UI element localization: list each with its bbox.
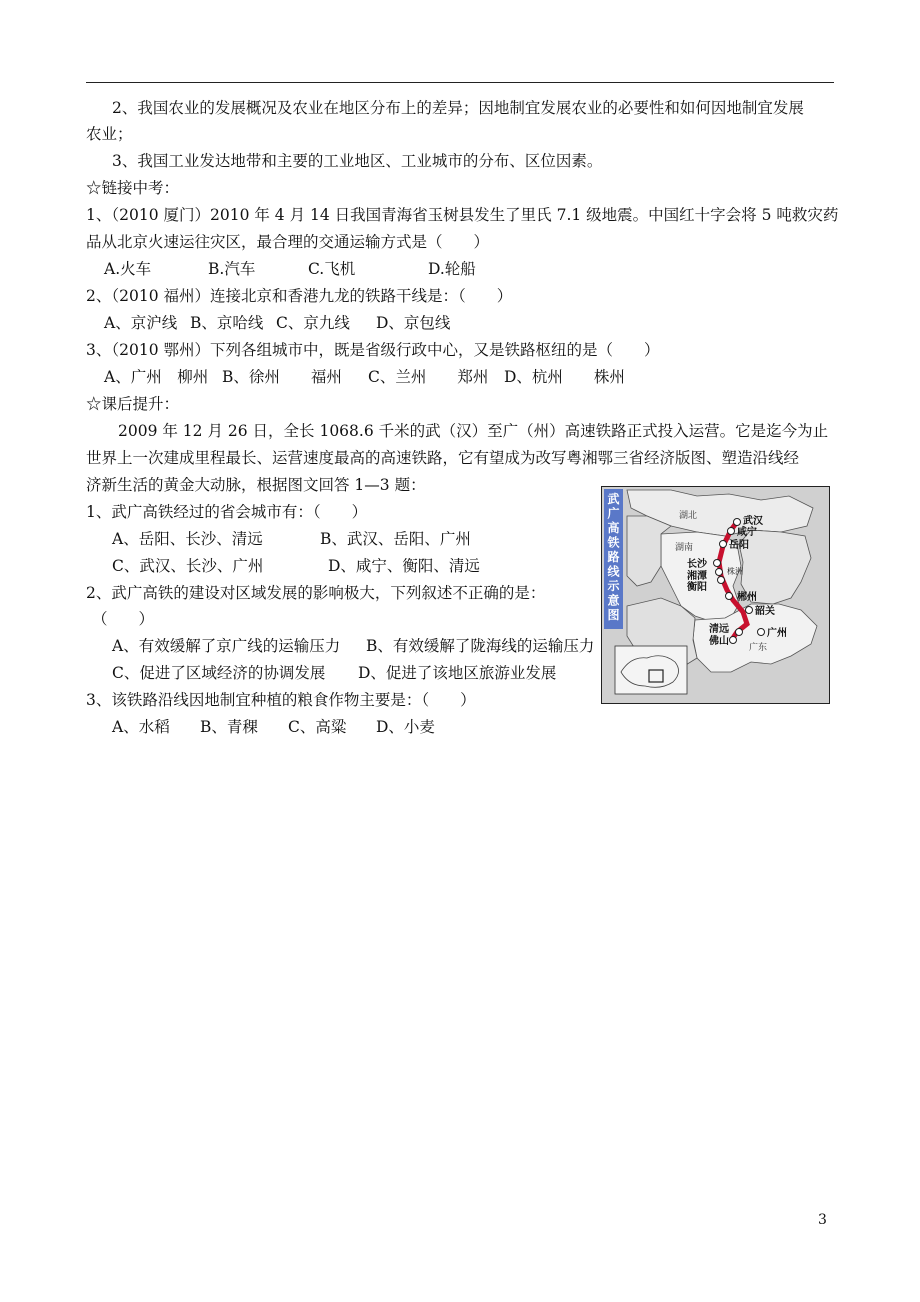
city-shaoguan: 韶关	[755, 606, 775, 617]
city-xianning: 咸宁	[737, 527, 757, 538]
header-rule	[86, 82, 834, 83]
p-q2-option-d: D、促进了该地区旅游业发展	[358, 664, 557, 682]
q3-options	[104, 367, 625, 387]
q1-stem-line2: 品从北京火速运往灾区，最合理的交通运输方式是（ ）	[86, 233, 490, 251]
section-heading-practice: ☆课后提升：	[86, 395, 180, 413]
city-hengyang: 衡阳	[687, 582, 707, 593]
p-q1-option-a: A、岳阳、长沙、清远	[112, 530, 263, 548]
q2-option-b: B、京哈线	[190, 314, 264, 332]
q1-option-a: A.火车	[104, 260, 152, 278]
passage-line-1: 2009 年 12 月 26 日，全长 1068.6 千米的武（汉）至广（州）高速铁路正式投入运营。它是迄今为止	[118, 422, 829, 440]
p-q1-option-b: B、武汉、岳阳、广州	[320, 530, 471, 548]
p-q3-options	[112, 717, 435, 737]
city-foshan: 佛山	[709, 636, 729, 647]
city-zhuzhou: 株洲	[727, 567, 743, 576]
province-label-hunan: 湖南	[675, 543, 694, 553]
q1-option-c: C.飞机	[308, 260, 356, 278]
city-guangzhou: 广州	[767, 628, 787, 639]
page-number: 3	[818, 1212, 827, 1228]
p-q3-option-c: C、高粱	[288, 718, 347, 736]
q3-option-a: A、广州 柳州	[104, 368, 209, 386]
q3-stem: 3、（2010 鄂州）下列各组城市中，既是省级行政中心，又是铁路枢纽的是（ ）	[86, 341, 660, 359]
q2-options	[104, 313, 450, 333]
map-title: 武广高铁路线示意图	[607, 492, 620, 622]
city-qingyuan: 清远	[709, 624, 729, 635]
q1-option-b: B.汽车	[208, 260, 256, 278]
railway-map	[601, 486, 830, 704]
p-q1-option-c: C、武汉、长沙、广州	[112, 557, 264, 575]
passage-line-3: 济新生活的黄金大动脉，根据图文回答 1—3 题：	[86, 476, 426, 494]
p-q2-options-row2	[112, 663, 556, 683]
intro-item-2-line2: 农业；	[86, 125, 133, 143]
p-q3-stem: 3、该铁路沿线因地制宜种植的粮食作物主要是：（ ）	[86, 691, 476, 709]
p-q3-option-d: D、小麦	[376, 718, 435, 736]
q3-option-b: B、徐州 福州	[222, 368, 342, 386]
p-q2-stem: 2、武广高铁的建设对区域发展的影响极大，下列叙述不正确的是：	[86, 584, 546, 602]
p-q3-option-a: A、水稻	[112, 718, 170, 736]
p-q1-stem: 1、武广高铁经过的省会城市有：（ ）	[86, 503, 368, 521]
p-q2-option-b: B、有效缓解了陇海线的运输压力	[366, 637, 595, 655]
q3-option-d: D、杭州 株州	[504, 368, 625, 386]
passage-line-2: 世界上一次建成里程最长、运营速度最高的高速铁路，它有望成为改写粤湘鄂三省经济版图、塑造沿线经	[86, 449, 800, 467]
p-q2-stem-cont: （ ）	[92, 610, 155, 628]
city-chenzhou: 郴州	[737, 592, 757, 603]
q2-option-a: A、京沪线	[104, 314, 178, 332]
q2-stem: 2、（2010 福州）连接北京和香港九龙的铁路干线是：（ ）	[86, 287, 513, 305]
city-xiangtan: 湘潭	[687, 571, 707, 582]
province-label-hubei: 湖北	[679, 511, 698, 521]
intro-item-2-line1: 2、我国农业的发展概况及农业在地区分布上的差异；因地制宜发展农业的必要性和如何因地制宜发展	[112, 99, 804, 117]
p-q2-option-c: C、促进了区域经济的协调发展	[112, 664, 326, 682]
q1-stem-line1: 1、（2010 厦门）2010 年 4 月 14 日我国青海省玉树县发生了里氏 7.1 级地震。中国红十字会将 5 吨救灾药	[86, 206, 839, 224]
p-q1-options-row2	[112, 556, 480, 576]
q2-option-c: C、京九线	[276, 314, 350, 332]
p-q1-option-d: D、咸宁、衡阳、清远	[328, 557, 480, 575]
p-q2-options-row1	[112, 636, 594, 656]
p-q2-option-a: A、有效缓解了京广线的运输压力	[112, 637, 341, 655]
q1-option-d: D.轮船	[428, 260, 476, 278]
section-heading-exam: ☆链接中考：	[86, 179, 180, 197]
q2-option-d: D、京包线	[376, 314, 451, 332]
intro-item-3: 3、我国工业发达地带和主要的工业地区、工业城市的分布、区位因素。	[112, 152, 603, 170]
q3-option-c: C、兰州 郑州	[368, 368, 489, 386]
province-label-guangdong: 广东	[749, 643, 768, 653]
q1-options	[104, 259, 476, 279]
p-q3-option-b: B、青稞	[200, 718, 258, 736]
city-wuhan: 武汉	[743, 516, 763, 527]
p-q1-options-row1	[112, 529, 471, 549]
city-yueyang: 岳阳	[729, 540, 749, 551]
city-changsha: 长沙	[687, 559, 707, 570]
